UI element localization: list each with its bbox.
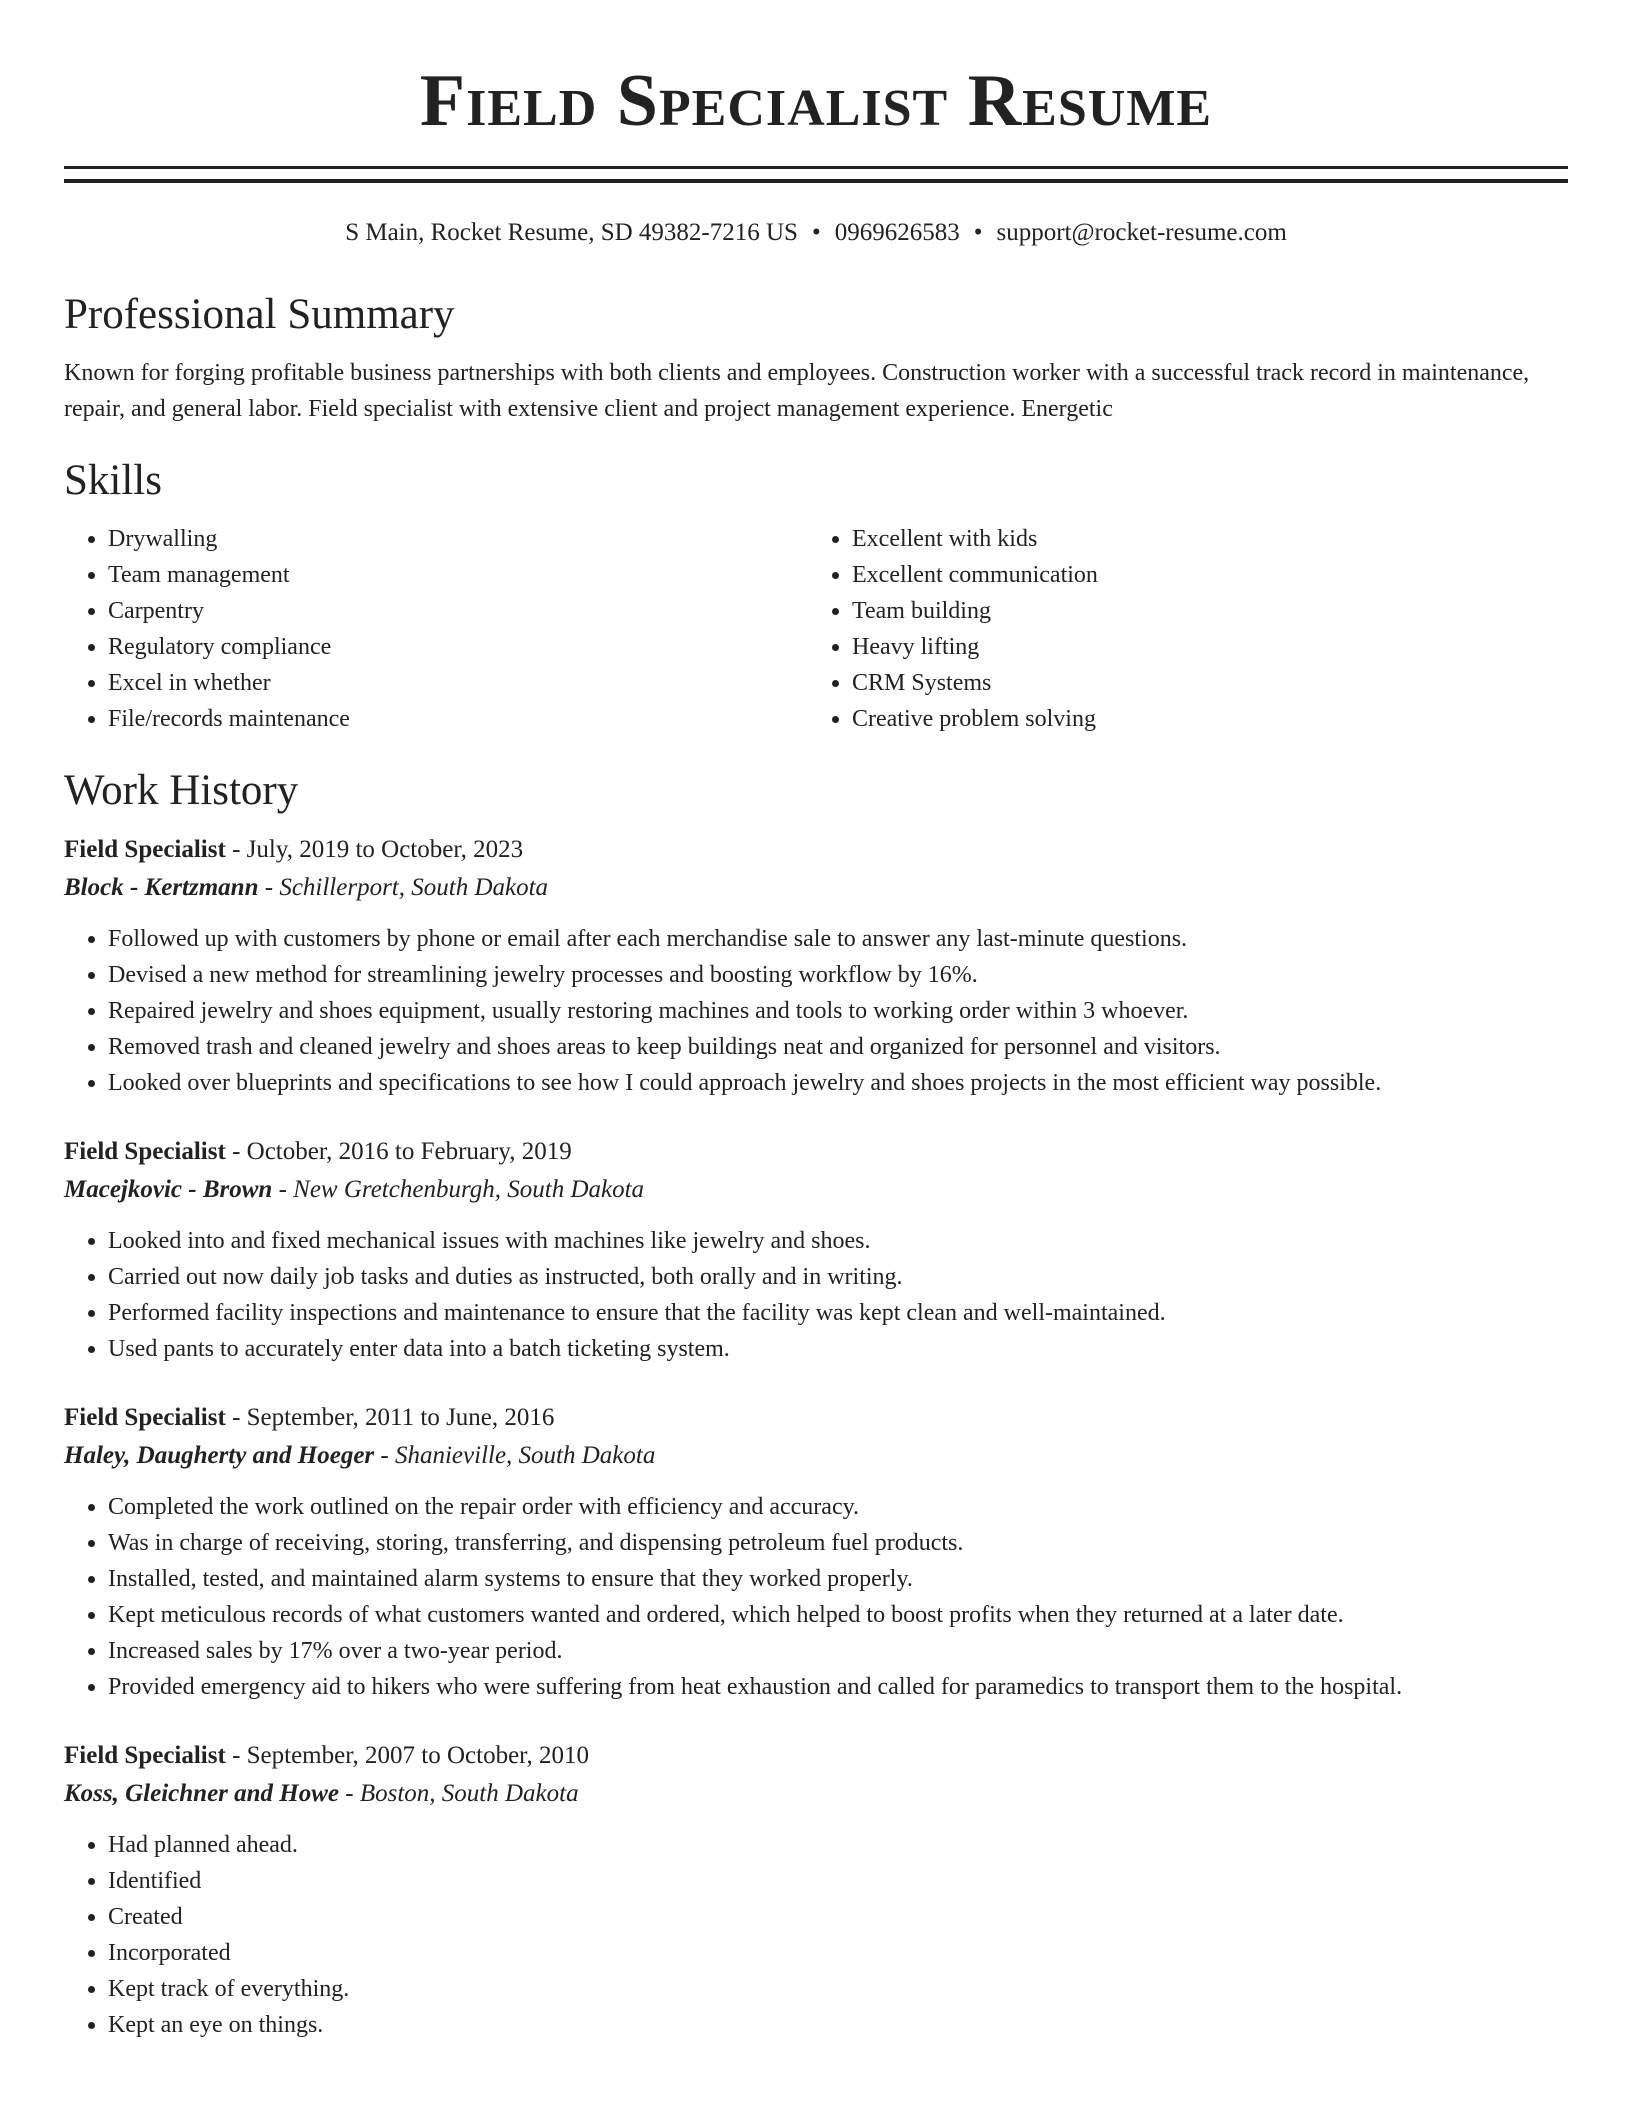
job-role: Field Specialist [64,1404,226,1431]
job-entry [64,831,1568,1101]
job-duty: • Was in charge of receiving, storing, transferring, and dispensing petroleum fuel products. [108,1525,1568,1561]
job-employer [64,1775,1568,1813]
job-employer [64,1171,1568,1209]
job-duty: • Provided emergency aid to hikers who were suffering from heat exhaustion and called for paramedics to transport them to the hospital. [108,1669,1568,1705]
job-dash: - [272,1176,294,1203]
job-header [64,1737,1568,1775]
job-employer [64,1437,1568,1475]
job-duty: • Increased sales by 17% over a two-year period. [108,1633,1568,1669]
skill-item: • Excel in whether [108,665,808,701]
contact-line [64,217,1568,249]
job-role: Field Specialist [64,836,226,863]
resume-title: Field Specialist Resume [419,60,1213,142]
job-dash: - [225,1138,247,1165]
job-dates: September, 2011 to June, 2016 [246,1404,555,1431]
job-duties-list [64,1223,1568,1367]
contact-address: S Main, Rocket Resume, SD 49382-7216 US [345,219,798,246]
summary-text: Known for forging profitable business partnerships with both clients and employees. Construction worker with a successful track record in maintenance, repair, and general labor. Field specialist with extensive client and project management experience. Energetic [64,360,1530,422]
job-duties-list [64,1489,1568,1705]
contact-phone: 0969626583 [834,219,960,246]
skills-column-right [808,521,1552,737]
skill-item: • Team building [852,593,1552,629]
skill-item: • Team management [108,557,808,593]
job-duty: • Devised a new method for streamlining jewelry processes and boosting workflow by 16%. [108,957,1568,993]
job-role: Field Specialist [64,1742,226,1769]
job-company: Koss, Gleichner and Howe [64,1780,340,1807]
skill-item: • Carpentry [108,593,808,629]
job-dates: September, 2007 to October, 2010 [246,1742,590,1769]
job-entry [64,1737,1568,2043]
job-header [64,831,1568,869]
skills-column-left [64,521,808,737]
job-duty: • Kept track of everything. [108,1971,1568,2007]
contact-email[interactable]: support@rocket-resume.com [996,219,1287,246]
job-duty: • Incorporated [108,1935,1568,1971]
job-duty: • Looked into and fixed mechanical issues with machines like jewelry and shoes. [108,1223,1568,1259]
skill-item: • Regulatory compliance [108,629,808,665]
job-duty: • Completed the work outlined on the repair order with efficiency and accuracy. [108,1489,1568,1525]
job-location: Shanieville, South Dakota [394,1442,656,1469]
job-duties-list [64,921,1568,1101]
job-duty: • Used pants to accurately enter data into a batch ticketing system. [108,1331,1568,1367]
job-employer [64,869,1568,907]
job-duty: • Repaired jewelry and shoes equipment, usually restoring machines and tools to working order within 3 whoever. [108,993,1568,1029]
skill-item: • Drywalling [108,521,808,557]
job-location: New Gretchenburgh, South Dakota [293,1176,645,1203]
job-duty: • Created [108,1899,1568,1935]
job-duty: • Removed trash and cleaned jewelry and shoes areas to keep buildings neat and organized for personnel and visitors. [108,1029,1568,1065]
job-dash: - [374,1442,395,1469]
job-duty: • Performed facility inspections and maintenance to ensure that the facility was kept clean and well-maintained. [108,1295,1568,1331]
job-dash: - [225,836,247,863]
job-header [64,1133,1568,1171]
skill-item: • Creative problem solving [852,701,1552,737]
job-dash: - [258,874,280,901]
job-dates: October, 2016 to February, 2019 [246,1138,572,1165]
skill-item: • Excellent with kids [852,521,1552,557]
skills-list-left [64,521,808,737]
skill-item: • File/records maintenance [108,701,808,737]
job-location: Schillerport, South Dakota [279,874,549,901]
job-duty: • Carried out now daily job tasks and duties as instructed, both orally and in writing. [108,1259,1568,1295]
skill-item: • Excellent communication [852,557,1552,593]
title-double-rule [64,166,1568,183]
summary-heading: Professional Summary [64,291,455,338]
skills-grid [64,521,1568,737]
contact-separator: • [973,219,983,246]
job-duty: • Had planned ahead. [108,1827,1568,1863]
job-company: Block - Kertzmann [64,874,259,901]
skill-item: • CRM Systems [852,665,1552,701]
job-entry [64,1133,1568,1367]
work-history-heading: Work History [64,767,299,814]
skills-list-right [808,521,1552,737]
job-dash: - [225,1742,247,1769]
skills-heading: Skills [64,457,162,504]
job-duty: • Kept meticulous records of what customers wanted and ordered, which helped to boost profits when they returned at a later date. [108,1597,1568,1633]
job-header [64,1399,1568,1437]
job-duty: • Installed, tested, and maintained alarm systems to ensure that they worked properly. [108,1561,1568,1597]
job-duty: • Identified [108,1863,1568,1899]
job-role: Field Specialist [64,1138,226,1165]
contact-separator: • [811,219,821,246]
job-company: Haley, Daugherty and Hoeger [64,1442,375,1469]
job-duty: • Looked over blueprints and specifications to see how I could approach jewelry and shoes projects in the most efficient way possible. [108,1065,1568,1101]
job-company: Macejkovic - Brown [64,1176,273,1203]
skill-item: • Heavy lifting [852,629,1552,665]
job-dash: - [225,1404,247,1431]
job-entry [64,1399,1568,1705]
job-duty: • Kept an eye on things. [108,2007,1568,2043]
job-duties-list [64,1827,1568,2043]
job-dash: - [339,1780,360,1807]
job-dates: July, 2019 to October, 2023 [246,836,524,863]
job-duty: • Followed up with customers by phone or email after each merchandise sale to answer any last-minute questions. [108,921,1568,957]
job-location: Boston, South Dakota [359,1780,579,1807]
